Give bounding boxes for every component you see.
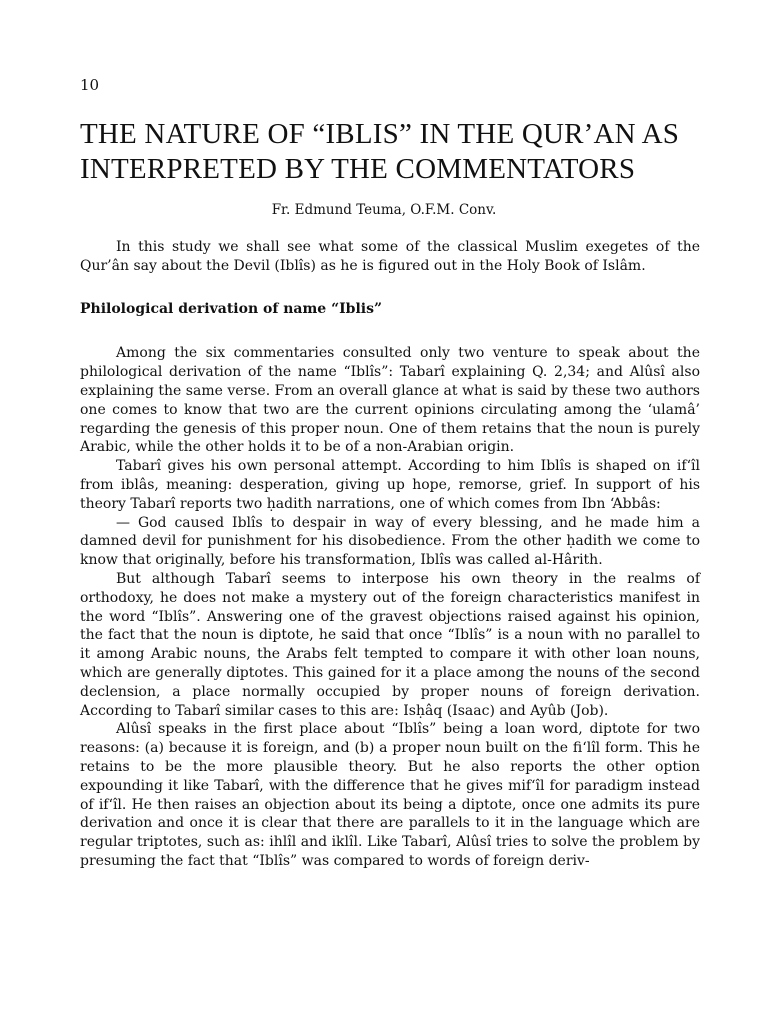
body-paragraph: But although Tabarî seems to interpose his own theory in the realms of orthodoxy, he does not make a mystery out of the foreign characteristics manifest in the word “Iblîs”. Answering one of the gravest objections raised against his opinion, the fact that the noun is diptote, he said that once “Iblîs” is a noun with no parallel to it among Arabic nouns, the Arabs felt tempted to compare it with other loan nouns, which are generally diptotes. This gained for it a place among the nouns of the second declension, a place normally occupied by proper nouns of foreign derivation. According to Tabarî similar cases to this are: Isḥâq (Isaac) and Ayûb (Job). [80,570,700,719]
body-paragraph: Tabarî gives his own personal attempt. According to him Iblîs is shaped on if‘îl from iblâs, meaning: desperation, giving up hope, remorse, grief. In support of his theory Tabarî reports two ḥadith narrations, one of which comes from Ibn ‘Abbâs: [80,458,700,512]
page-number: 10 [80,76,100,94]
author-line: Fr. Edmund Teuma, O.F.M. Conv. [271,202,497,218]
body-paragraph: — God caused Iblîs to despair in way of every blessing, and he made him a damned devil for punishment for his disobedience. From the other ḥadith we come to know that originally, before his transformation, Iblîs was called al-Hârith. [80,514,700,569]
article-body [80,238,700,871]
article-title: THE NATURE OF “IBLIS” IN THE QUR’AN AS INTERPRETED BY THE COMMENTATORS [80,118,680,185]
intro-paragraph: In this study we shall see what some of the classical Muslim exegetes of the Qur’ân say about the Devil (Iblîs) as he is figured out in the Holy Book of Islâm. [80,239,700,274]
body-paragraph: Among the six commentaries consulted only two venture to speak about the philological derivation of the name “Iblîs”: Tabarî explaining Q. 2,34; and Alûsî also explaining the same verse. From an overall glance at what is said by these two authors one comes to know that two are the current opinions circulating among the ‘ulamâ’ regarding the genesis of this proper noun. One of them retains that the noun is purely Arabic, while the other holds it to be of a non-Arabian origin. [80,345,700,456]
body-paragraph: Alûsî speaks in the first place about “Iblîs” being a loan word, diptote for two reasons: (a) because it is foreign, and (b) a proper noun built on the fi‘lîl form. This he retains to be the more plausible theory. But he also reports the other option expounding it like Tabarî, with the difference that he gives mif‘îl for paradigm instead of if‘îl. He then raises an objection about its being a diptote, once one admits its pure derivation and once it is clear that there are parallels to it in the language which are regular triptotes, such as: ihlîl and iklîl. Like Tabarî, Alûsî tries to solve the problem by presuming the fact that “Iblîs” was compared to words of foreign deriv- [80,721,700,869]
section-heading: Philological derivation of name “Iblis” [80,300,383,317]
